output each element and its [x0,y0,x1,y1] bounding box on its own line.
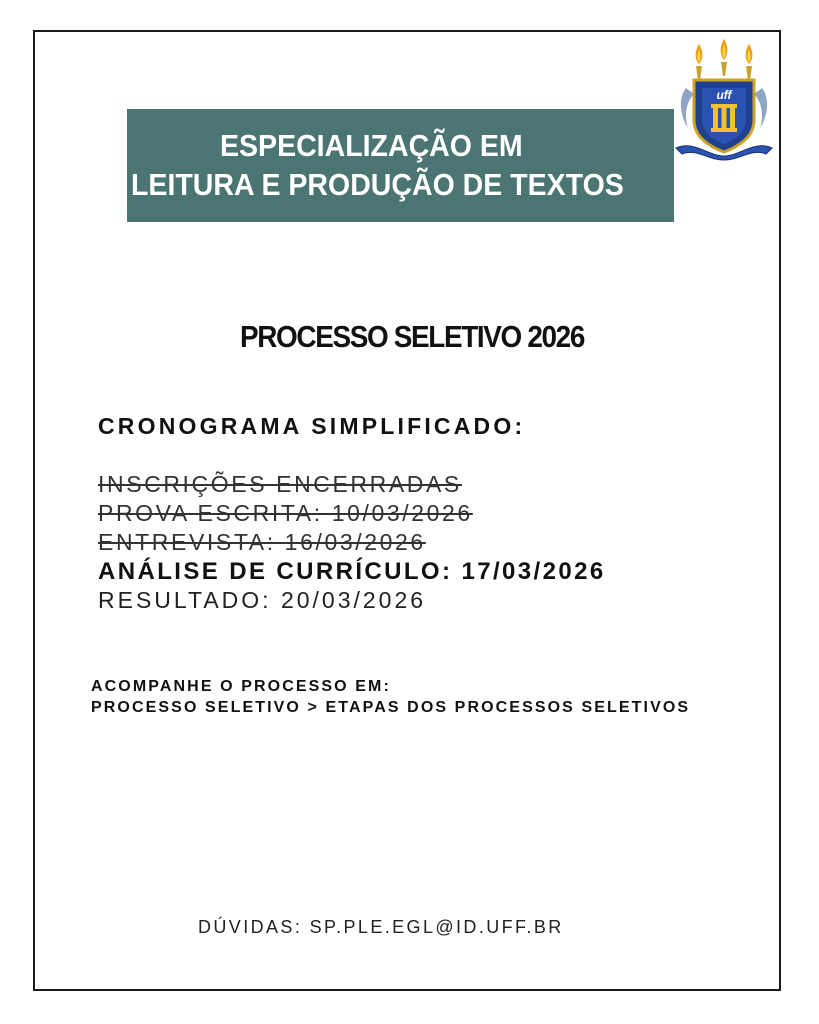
course-title-line-2: LEITURA E PRODUÇÃO DE TEXTOS [131,167,624,202]
schedule-list [98,470,606,615]
schedule-heading: CRONOGRAMA SIMPLIFICADO: [98,413,526,439]
uff-crest-logo [674,36,774,162]
torch-icon [696,44,703,80]
follow-path: PROCESSO SELETIVO > ETAPAS DOS PROCESSOS SELETIVOS [91,699,691,716]
page-title: PROCESSO SELETIVO 2026 [240,319,584,354]
schedule-item-registrations: INSCRIÇÕES ENCERRADAS [98,471,462,497]
course-title-line-1: ESPECIALIZAÇÃO EM [220,128,523,163]
contact-email: DÚVIDAS: SP.PLE.EGL@ID.UFF.BR [198,917,564,937]
course-banner [127,109,674,222]
schedule-item-cv-analysis: ANÁLISE DE CURRÍCULO: 17/03/2026 [98,558,606,585]
schedule-item-result: RESULTADO: 20/03/2026 [98,587,427,613]
schedule-item-written-exam: PROVA ESCRITA: 10/03/2026 [98,500,473,526]
logo-text: uff [716,88,732,102]
torch-icon [746,44,753,80]
schedule-item-interview: ENTREVISTA: 16/03/2026 [98,529,426,555]
torch-icon [721,39,728,76]
follow-instructions [91,676,690,718]
follow-label: ACOMPANHE O PROCESSO EM: [91,678,391,695]
